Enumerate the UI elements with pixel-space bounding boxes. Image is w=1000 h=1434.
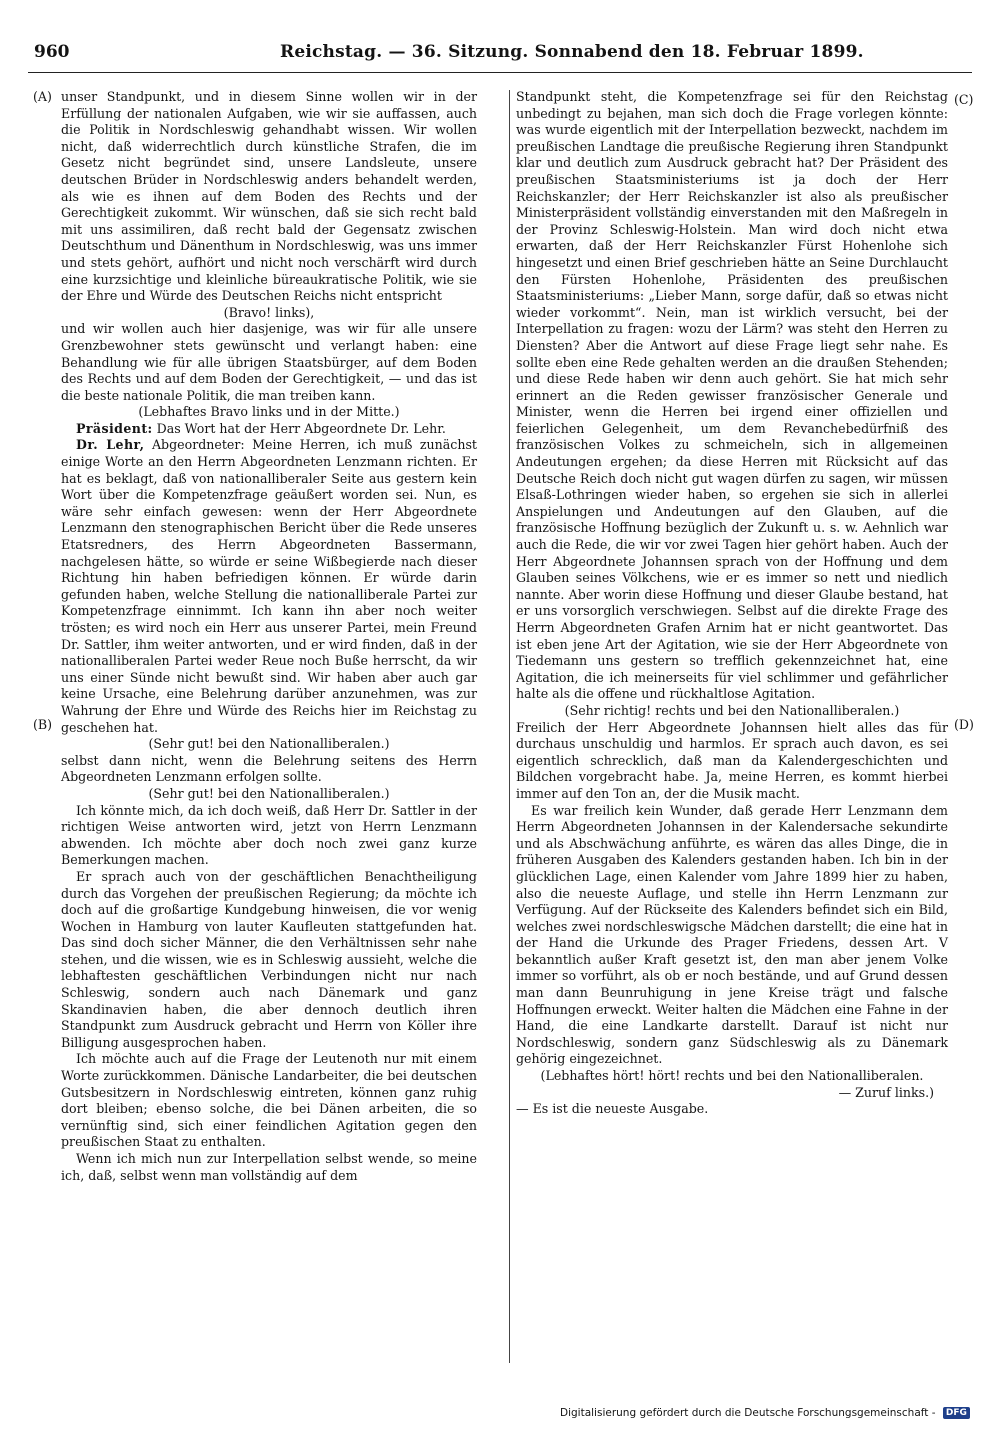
paragraph: Standpunkt steht, die Kompetenzfrage sei für den Reichstag unbedingt zu bejahen, man sich doch die Frage vorlegen könnte: was wurde eigentlich mit der Interpellation bezweckt, nachdem im preußischen Landtage die preußische Regierung ihren Standpunkt klar und deutlich zum Ausdruck gebracht hat? Der Präsident des preußischen Staatsministeriums ist ja doch der Herr Reichskanzler; der Herr Reichskanzler ist also als preußischer Ministerpräsident vollständig einverstanden mit den Maßregeln in der Provinz Schleswig-Holstein. Man wird doch nicht etwa erwarten, daß der Herr Reichskanzler Fürst Hohenlohe sich hingesetzt und einen Brief geschrieben hätte an Seine Durchlaucht den Fürsten Hohenlohe, Präsidenten des preußischen Staatsministeriums: „Lieber Mann, sorge dafür, daß so etwas nicht wieder vorkommt“. Nein, man ist wirklich versucht, bei der Interpellation zu fragen: wozu der Lärm? was steht den Herren zu Diensten? Aber die Antwort auf diese Frage liegt sehr nahe. Es sollte eben eine Rede gehalten werden an die draußen Stehenden; und diese Rede haben wir denn auch gehört. Sie hat mich sehr erinnert an die Reden gewisser französischer Generale und Minister, wenn die Herren bei irgend einer offiziellen und feierlichen Gelegenheit, um dem Revanchebedürfniß des französischen Volkes zu schmeicheln, sich in allgemeinen Andeutungen ergehen; da diese Herren mit Rücksicht auf das Deutsche Reich doch nicht gut wagen dürfen zu sagen, wir müssen Elsaß-Lothringen wieder haben, so ergehen sie sich in allerlei Anspielungen und Andeutungen auf den Glauben, auf die französische Hoffnung bezüglich der Zukunft u. s. w. Aehnlich war auch die Rede, die wir vor zwei Tagen hier gehört haben. Auch der Herr Abgeordnete Johannsen sprach von der Hoffnung und dem Glauben seines Völkchens, wie er es immer so nett und niedlich nannte. Aber worin diese Hoffnung und dieser Glaube bestand, hat er uns vorsorglich verschwiegen. Selbst auf die direkte Frage des Herrn Abgeordneten Grafen Arnim hat er nicht geantwortet. Das ist eben jene Art der Agitation, wie sie der Herr Abgeordnete von Tiedemann uns gestern so trefflich gekennzeichnet hat, eine Agitation, die ich meinerseits für viel schlimmer und gefährlicher halte als die offene und rückhaltlose Agitation. (516, 89, 948, 702)
column-divider (509, 90, 510, 1363)
paragraph: selbst dann nicht, wenn die Belehrung seitens des Herrn Abgeordneten Lenzmann erfolgen sollte. (61, 752, 477, 785)
speaker-paragraph (61, 421, 477, 438)
paragraph: und wir wollen auch hier dasjenige, was wir für alle unsere Grenzbewohner stets gewünscht und verlangt haben: eine Behandlung wie für alle übrigen Staatsbürger, auf dem Boden des Rechts und auf dem Boden der Gerechtigkeit, — und das ist die beste nationale Politik, die man treiben kann. (61, 321, 477, 403)
speaker-name: Präsident: (76, 420, 153, 436)
paragraph: Es war freilich kein Wunder, daß gerade Herr Lenzmann dem Herrn Abgeordneten Johannsen in der Kalendersache sekundirte und als Abschwächung anführte, es wären das alles Dinge, die in früheren Ausgaben des Kalenders gestanden haben. Ich bin in der glücklichen Lage, einen Kalender vom Jahre 1899 hier zu haben, also die neueste Auflage, und stelle ihn Herrn Lenzmann zur Verfügung. Auf der Rückseite des Kalenders befindet sich ein Bild, welches zwei nordschleswigsche Mädchen darstellt; die eine hat in der Hand die Urkunde des Prager Friedens, dessen Art. V bekanntlich außer Kraft gesetzt ist, den man aber jenem Volke immer so vorführt, als ob er noch bestände, und auf Grund dessen man dann Beunruhigung in jene Kreise trägt und falsche Hoffnungen erweckt. Weiter halten die Mädchen eine Fahne in der Hand, die eine Landkarte darstellt. Darauf ist nicht nur Nordschleswig, sondern ganz Südschleswig als zu Dänemark gehörig eingezeichnet. (516, 802, 948, 1067)
header-rule (28, 72, 972, 73)
dfg-logo: DFG (943, 1407, 970, 1419)
paragraph: Ich möchte auch auf die Frage der Leutenoth nur mit einem Worte zurückkommen. Dänische Landarbeiter, die bei deutschen Gutsbesitzern in Nordschleswig eintreten, können ganz ruhig dort bleiben; ebenso solche, die bei Dänen arbeiten, die so vernünftig sind, sich einer feindlichen Agitation gegen den preußischen Staat zu enthalten. (61, 1051, 477, 1150)
stage-direction: (Lebhaftes Bravo links und in der Mitte.) (138, 404, 400, 420)
credit-text: Digitalisierung gefördert durch die Deutsche Forschungsgemeinschaft - (560, 1407, 936, 1419)
paragraph: — Es ist die neueste Ausgabe. (516, 1101, 709, 1117)
page-header (30, 38, 970, 68)
paragraph: Er sprach auch von der geschäftlichen Benachtheiligung durch das Vorgehen der preußischen Regierung; da möchte ich doch auf die großartige Kundgebung hinweisen, die vor wenig Wochen in Hamburg von lauter Kaufleuten stattgefunden hat. Das sind doch sicher Männer, die den Verhältnissen sehr nahe stehen, und die wissen, wie es in Schleswig aussieht, welche die lebhaftesten geschäftlichen Verbindungen nicht nur nach Schleswig, sondern auch nach Dänemark und ganz Skandinavien haben, die aber dennoch deutlich ihren Standpunkt zum Ausdruck gebracht und Herrn von Köller ihre Billigung ausgesprochen haben. (61, 868, 477, 1050)
paragraph: Ich könnte mich, da ich doch weiß, daß Herr Dr. Sattler in der richtigen Weise antworten wird, jetzt von Herrn Lenzmann abwenden. Ich möchte aber doch noch zwei ganz kurze Bemerkungen machen. (61, 802, 477, 868)
speaker-paragraph (61, 437, 477, 736)
digitization-credit (560, 1407, 990, 1419)
running-head: Reichstag. — 36. Sitzung. Sonnabend den 18. Februar 1899. (280, 42, 864, 62)
stage-direction: (Sehr gut! bei den Nationalliberalen.) (148, 736, 390, 752)
paragraph: unser Standpunkt, und in diesem Sinne wollen wir in der Erfüllung der nationalen Aufgaben, wie wir sie auffassen, auch die Politik in Nordschleswig gehandhabt wissen. Wir wollen nicht, daß widerrechtlich durch künstliche Strafen, die im Gesetz nicht begründet sind, unsere Landsleute, unsere deutschen Brüder in Nordschleswig anders behandelt werden, als wie es ihnen auf dem Boden des Rechts und der Gerechtigkeit zukommt. Wir wünschen, daß sie sich recht bald mit uns assimiliren, daß recht bald der Gegensatz zwischen Deutschthum und Dänenthum in Nordschleswig, was uns immer und stets gehört, aufhört und nicht noch verschärft wird durch eine kurzsichtige und kleinliche büreaukratische Politik, wie sie der Ehre und Würde des Deutschen Reichs nicht entspricht (61, 89, 477, 304)
left-column (61, 89, 477, 1184)
speaker-name: Dr. Lehr, (76, 437, 145, 453)
stage-direction: (Sehr gut! bei den Nationalliberalen.) (148, 785, 390, 801)
paragraph: Freilich der Herr Abgeordnete Johannsen hielt alles das für durchaus unschuldig und harmlos. Er sprach auch davon, es sei eigentlich schrecklich, daß man da Kalendergeschichten und Bildchen vorgebracht habe. Ja, meine Herren, es kommt hierbei immer auf den Ton an, der die Musik macht. (516, 719, 948, 801)
margin-marker-c: (C) (954, 92, 974, 107)
page-number: 960 (34, 42, 70, 62)
stage-direction: — Zuruf links.) (838, 1084, 934, 1100)
right-column (516, 89, 948, 1118)
stage-direction: (Lebhaftes hört! hört! rechts und bei den Nationalliberalen. (540, 1068, 924, 1084)
margin-marker-d: (D) (954, 717, 974, 732)
paragraph: Wenn ich mich nun zur Interpellation selbst wende, so meine ich, daß, selbst wenn man vollständig auf dem (61, 1151, 477, 1183)
stage-direction: (Sehr richtig! rechts und bei den Nationalliberalen.) (564, 702, 900, 718)
speech-text: Das Wort hat der Herr Abgeordnete Dr. Lehr. (156, 420, 446, 436)
margin-marker-a: (A) (33, 89, 52, 104)
speech-text: Abgeordneter: Meine Herren, ich muß zunächst einige Worte an den Herrn Abgeordneten Lenzmann richten. Er hat es beklagt, daß von nationalliberaler Seite aus gestern kein Wort über die Kompetenzfrage geäußert worden sei. Nun, es wäre sehr einfach gewesen: wenn der Herr Abgeordnete Lenzmann den stenographischen Bericht über die Rede unseres Etatsredners, des Herrn Abgeordneten Bassermann, nachgelesen hätte, so würde er seine Wißbegierde nach dieser Richtung hin haben befriedigen können. Er würde darin gefunden haben, welche Stellung die nationalliberale Partei zur Kompetenzfrage einnimmt. Ich kann ihn aber noch weiter trösten; es wird noch ein Herr aus unserer Partei, mein Freund Dr. Sattler, ihm weiter antworten, und er wird finden, daß in der nationalliberalen Partei weder Reue noch Buße herrscht, da wir uns einer Sünde nicht bewußt sind. Wir haben aber auch gar keine Ursache, eine Belehrung darüber anzunehmen, was zur Wahrung der Ehre und Würde des Reichs hier im Reichstag zu geschehen hat. (61, 437, 477, 735)
margin-marker-b: (B) (33, 717, 53, 732)
stage-direction: (Bravo! links), (223, 304, 315, 320)
